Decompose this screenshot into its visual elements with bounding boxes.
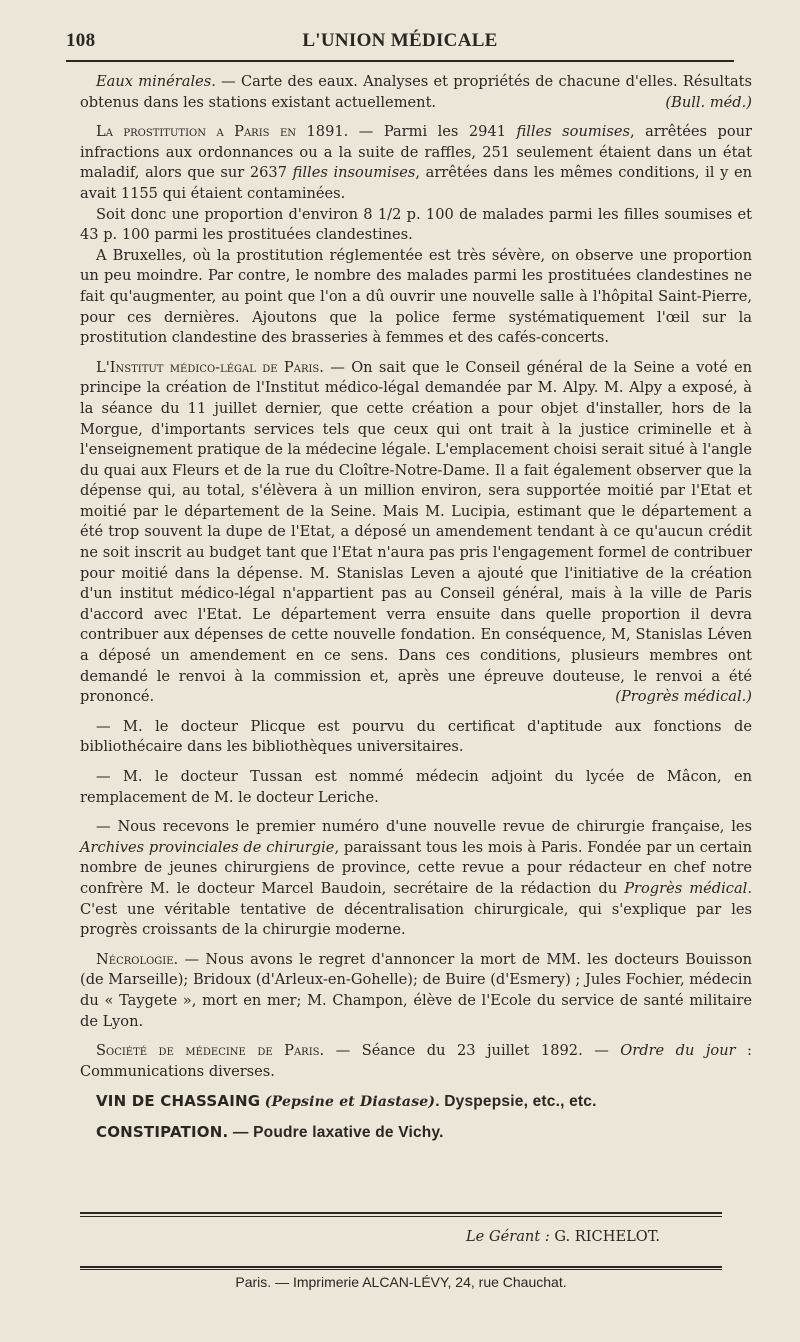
institut-text: — On sait que le Conseil général de la Seine a voté en principe la création de l'Institut médico-légal demandée par M. Alpy. M. Alpy a exposé, à la séance du 11 juillet dernier, que cette création a pour objet d'installer, hors de la Morgue, d'importants services tels que ceux qui ont trait à la justice criminelle et à l'enseignement pratique de la médecine légale. L'emplacement choisi serait situé à l'angle du quai aux Fleurs et de la rue du Cloître-Notre-Dame. Il a fait également observer que la dépense qui, au total, s'élèvera à un million environ, sera supportée moitié par l'Etat et moitié par le département de la Seine. Mais M. Lucipia, estimant que le département a été trop souvent la dupe de l'Etat, a déposé un amendement tendant à ce qu'aucun crédit ne soit inscrit au budget tant que l'Etat n'aura pas pris l'engagement formel de contribuer pour moitié dans la dépense. M. Stanislas Leven a ajouté que l'initiative de la création d'un institut médico-légal n'appartient pas au Conseil général, mais à la ville de Paris d'accord avec l'Etat. Le département verra ensuite dans quelle proportion il devra contribuer aux dépenses de cette nouvelle fondation. En conséquence, M, Stanislas Léven a déposé un amendement en ce sens. Dans ces conditions, plusieurs membres ont demandé le renvoi à la commission et, après une épreuve douteuse, le renvoi a été prononcé. [80,358,752,706]
revue-t2: , paraissant tous les mois à Paris. Fondée par un certain nombre de jeunes chirurgiens de province, cette revue a pour rédacteur en chef notre confrère M. le docteur Marcel Baudoin, secrétaire de la rédaction du [80,838,753,897]
revue-i1: Archives provinciales de chirurgie [80,838,335,856]
societe-t2: : Communications diverses. [80,1042,752,1080]
revue-t3: . C'est une véritable tentative de décentralisation chirurgicale, qui s'explique par les progrès croissants de la chirurgie moderne. [80,879,752,939]
prostitution-paragraph [80,122,752,204]
tussan-paragraph: — M. le docteur Tussan est nommé médecin adjoint du lycée de Mâcon, en remplacement de M. le docteur Leriche. [80,768,752,806]
prostitution-t1: — Parmi les 2941 [348,123,517,141]
gerant-name: G. RICHELOT. [549,1228,660,1245]
prostitution-i2: filles insoumises [292,164,416,182]
eaux-paragraph [80,72,752,113]
page-number: 108 [66,30,96,51]
plicque-paragraph: — M. le docteur Plicque est pourvu du certificat d'aptitude aux fonctions de bibliothécaire dans les bibliothèques universitaires. [80,717,752,756]
prostitution-t3: , arrêtées dans les mêmes conditions, il y en avait 1155 qui étaient contaminées. [80,164,752,202]
gerant-label: Le Gérant : [465,1228,550,1245]
prostitution-paragraph-3: A Bruxelles, où la prostitution réglementée est très sévère, on observe une proportion un peu moindre. Par contre, le nombre des malades parmi les prostituées clandestines ne fait qu'augmenter, au point que l'on a dû ouvrir une nouvelle salle à l'hôpital Saint-Pierre, pour ces dernières. Ajoutons que la police ferme systématiquement l'œil sur la prostitution clandestine des brasseries à femmes et des cafés-concerts. [80,246,752,347]
ad-const-brand: CONSTIPATION. [96,1122,229,1141]
eaux-source: (Bull. méd.) [665,93,752,111]
ad-vin-chassaing [80,1091,752,1113]
revue-i2: Progrès médical [624,879,748,897]
prostitution-paragraph-2: Soit donc une proportion d'environ 8 1/2 p. 100 de malades parmi les filles soumises et 43 p. 100 parmi les prostituées clandestines. [80,205,752,244]
societe-i1: Ordre du jour [620,1042,736,1060]
imprint-line: Paris. — Imprimerie ALCAN-LÉVY, 24, rue Chauchat. [235,1274,567,1290]
eaux-text: — Carte des eaux. Analyses et propriétés de chacune d'elles. Résultats obtenus dans les stations existant actuellement. [80,73,752,111]
institut-lead: L'Institut médico-légal de Paris. [96,358,324,376]
revue-t1: — Nous recevons le premier numéro d'une nouvelle revue de chirurgie française, les [96,818,752,836]
societe-paragraph [80,1041,752,1082]
page-header [66,26,734,56]
necrologie-paragraph [80,950,752,1032]
revue-paragraph [80,817,752,941]
prostitution-i1: filles soumises [516,123,630,141]
necrologie-lead: Nécrologie. [96,950,179,968]
footer-rule-thin [80,1216,722,1217]
eaux-lead: Eaux minérales. [96,73,216,90]
ad-vin-paren: (Pepsine et Diastase) [264,1094,436,1111]
footer-rule-thick [80,1212,722,1214]
necrologie-text: — Nous avons le regret d'annoncer la mort de MM. les docteurs Bouisson (de Marseille); Bridoux (d'Arleux-en-Gohelle); de Buire (d'Esmery) ; Jules Fochier, médecin du « Taygete », mort en mer; M. Champon, élève de l'Ecole du service de santé militaire de Lyon. [80,950,752,1030]
imprint-rule-thick [80,1266,722,1268]
institut-paragraph [80,358,752,708]
ad-vin-text: . Dyspepsie, etc., etc. [435,1093,597,1111]
ad-constipation [80,1122,752,1144]
running-title: L'UNION MÉDICALE [302,30,498,51]
gerant-line [80,1228,660,1245]
header-rule [66,60,734,62]
article-body [80,72,752,1153]
imprint-rule-thin [80,1269,722,1270]
societe-t1: — Séance du 23 juillet 1892. — [324,1042,621,1060]
societe-lead: Société de médecine de Paris. [96,1042,325,1060]
institut-source: (Progrès médical.) [615,688,752,706]
ad-vin-brand: VIN DE CHASSAING [96,1092,261,1111]
prostitution-lead: La prostitution a Paris en 1891. [96,123,349,141]
ad-const-text: — Poudre laxative de Vichy. [228,1123,444,1141]
prostitution-t2: , arrêtées pour infractions aux ordonnances ou a la suite de raffles, 251 seulement étaient dans un état maladif, alors que sur 2637 [80,123,752,182]
